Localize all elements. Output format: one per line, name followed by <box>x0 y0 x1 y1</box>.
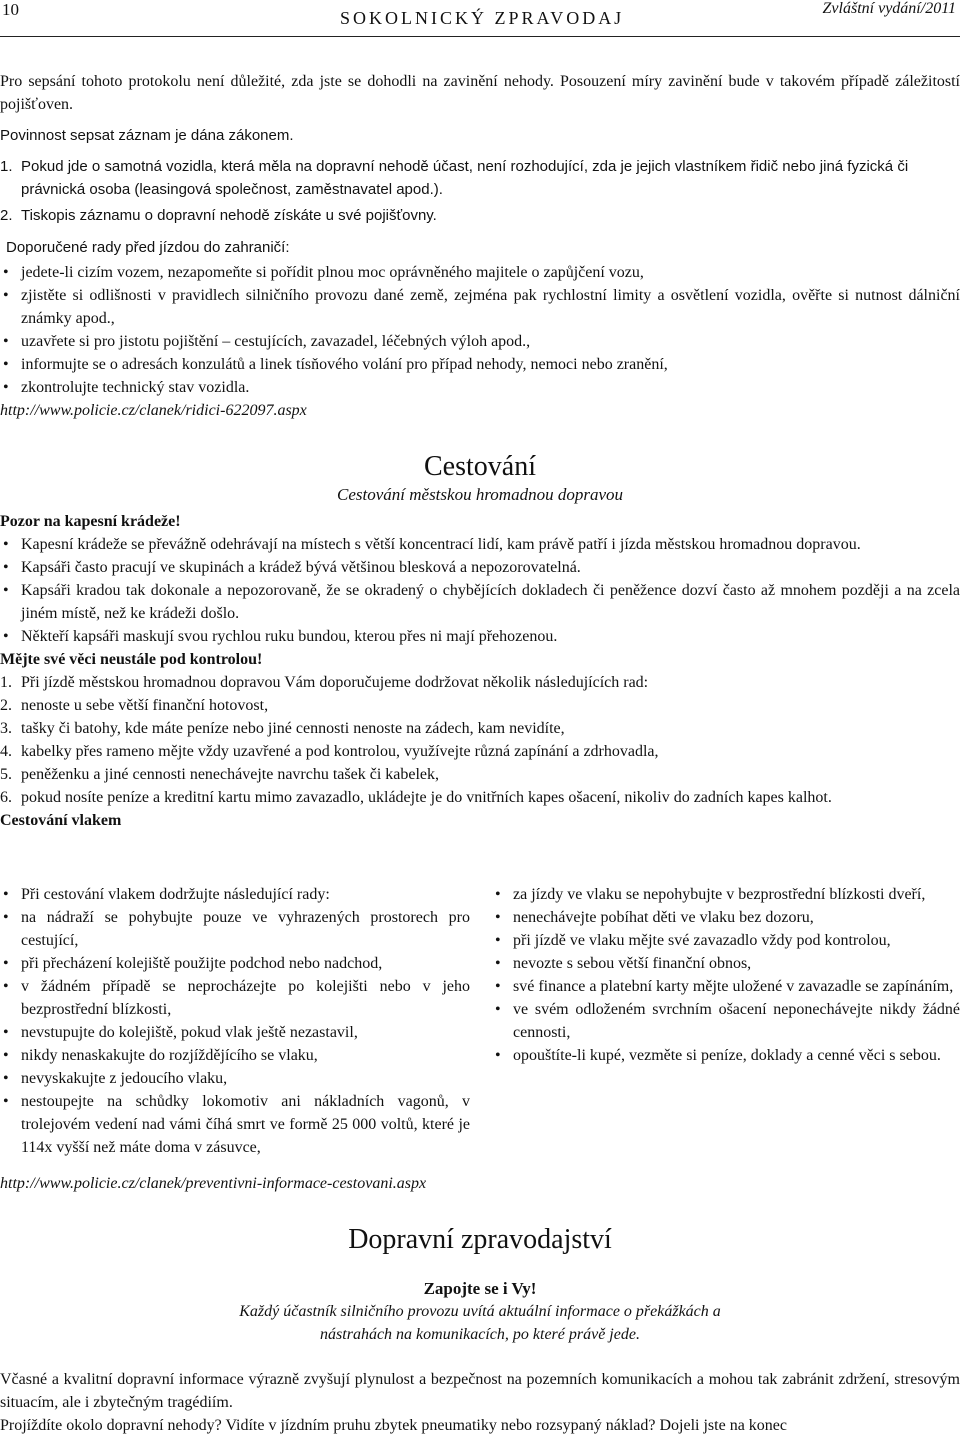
list-item <box>0 694 960 717</box>
list-item: • jedete-li cizím vozem, nezapomeňte si pořídit plnou moc oprávněného majitele o zapůjčení vozu, <box>0 261 960 284</box>
list-item: • Kapsáři často pracují ve skupinách a krádež bývá většinou blesková a nepozorovatelná. <box>0 556 960 579</box>
list-item: • nestoupejte na schůdky lokomotiv ani nákladních vagonů, v trolejovém vedení nad vámi číhá smrt ve formě 25 000 voltů, které je 114x vyšší než máte doma v zásuvce, <box>0 1090 470 1159</box>
control-heading: Mějte své věci neustále pod kontrolou! <box>0 651 263 668</box>
body-paragraph: Projíždíte okolo dopravní nehody? Vidíte v jízdním pruhu zbytek pneumatiky nebo rozsypaný náklad? Dojeli jste na konec <box>0 1417 787 1434</box>
list-item-text: Při jízdě městskou hromadnou dopravou Vám doporučujeme dodržovat několik následujících rad: <box>21 674 649 691</box>
advice-heading: Doporučené rady před jízdou do zahraničí: <box>6 239 290 256</box>
list-item: • Kapsáři kradou tak dokonale a nepozorovaně, že se okradený o chybějících dokladech či peněžence dozví často až mnohem později a na zcela jiném místě, než ke krádeži došlo. <box>0 579 960 625</box>
list-item-text: peněženku a jiné cennosti nenechávejte navrchu tašek či kabelek, <box>21 766 440 783</box>
list-item: • Někteří kapsáři maskují svou rychlou ruku bundou, kterou přes ni mají přehozenou. <box>0 625 960 648</box>
source-link[interactable]: http://www.policie.cz/clanek/ridici-622097.aspx <box>0 402 307 419</box>
join-heading: Zapojte se i Vy! <box>423 1279 537 1298</box>
list-item <box>0 740 960 763</box>
list-item: • za jízdy ve vlaku se nepohybujte v bezprostřední blízkosti dveří, <box>492 883 960 906</box>
list-item <box>0 671 960 694</box>
list-item: • nevstupujte do kolejiště, pokud vlak ještě nezastavil, <box>0 1021 470 1044</box>
travel-source <box>0 1172 960 1195</box>
section-travel <box>0 450 960 832</box>
magazine-title: SOKOLNICKÝ ZPRAVODAJ <box>340 8 625 28</box>
list-item-text: nenoste u sebe větší finanční hotovost, <box>21 697 269 714</box>
list-item: • ve svém odloženém svrchním ošacení neponechávejte nikdy žádné cennosti, <box>492 998 960 1044</box>
list-item-text: kabelky přes rameno mějte vždy uzavřené a pod kontrolou, využívejte různá zapínání a zdrhovadla, <box>21 743 659 760</box>
intro-paragraph: Pro sepsání tohoto protokolu není důležité, zda jste se dohodli na zavinění nehody. Posouzení míry zavinění bude v takovém případě záležitostí pojišťoven. <box>0 73 960 113</box>
source-link[interactable]: http://www.policie.cz/clanek/preventivni-informace-cestovani.aspx <box>0 1175 427 1192</box>
list-item: • na nádraží se pohybujte pouze ve vyhrazených prostorech pro cestující, <box>0 906 470 952</box>
train-right-column <box>492 883 960 1067</box>
list-item <box>0 786 960 809</box>
section-accident-protocol <box>0 70 960 422</box>
list-item: • nevozte s sebou větší finanční obnos, <box>492 952 960 975</box>
train-right-list <box>492 883 960 1067</box>
list-item: • nevyskakujte z jedoucího vlaku, <box>0 1067 470 1090</box>
edition-label: Zvláštní vydání/2011 <box>822 0 956 17</box>
duty-heading: Povinnost sepsat záznam je dána zákonem. <box>0 127 294 144</box>
list-item-number: 5. <box>0 766 12 783</box>
body-paragraph: Včasné a kvalitní dopravní informace výrazně zvyšují plynulost a bezpečnost na pozemních komunikacích a mohou tak zabránit zdržení, stresovým situacím, ale i zbytečným tragédiím. <box>0 1371 960 1411</box>
duty-point-text: Pokud jde o samotná vozidla, která měla na dopravní nehodě účast, není rozhodující, zda je jejich vlastníkem řidič nebo jiná fyzická či právnická osoba (leasingová společnost, zaměstnavatel apod.). <box>21 158 909 198</box>
list-item-number: 1. <box>0 674 12 691</box>
list-item: • v žádném případě se neprocházejte po kolejišti nebo v jeho bezprostřední blízkosti, <box>0 975 470 1021</box>
duty-point-number: 2. <box>0 207 13 224</box>
section-title-traffic-news: Dopravní zpravodajství <box>348 1224 612 1255</box>
lead-paragraph: Každý účastník silničního provozu uvítá aktuální informace o překážkách a nástrahách na komunikacích, po které právě jede. <box>239 1303 721 1343</box>
list-item-text: tašky či batohy, kde máte peníze nebo jiné cennosti nenoste na zádech, kam nevidíte, <box>21 720 565 737</box>
list-item-number: 6. <box>0 789 12 806</box>
train-columns <box>0 883 960 1173</box>
train-left-column <box>0 883 470 1159</box>
list-item <box>0 763 960 786</box>
duty-point-text: Tiskopis záznamu o dopravní nehodě získáte u své pojišťovny. <box>21 207 437 224</box>
list-item: • své finance a platební karty mějte uložené v zavazadle se zapínáním, <box>492 975 960 998</box>
list-item: • informujte se o adresách konzulátů a linek tísňového volání pro případ nehody, nemoci nebo zranění, <box>0 353 960 376</box>
pickpocket-heading: Pozor na kapesní krádeže! <box>0 513 181 530</box>
section-subtitle-travel: Cestování městskou hromadnou dopravou <box>337 485 623 504</box>
list-item-number: 2. <box>0 697 12 714</box>
train-heading: Cestování vlakem <box>0 812 122 829</box>
page-number: 10 <box>2 0 19 19</box>
duty-point <box>0 204 960 227</box>
list-item: • zkontrolujte technický stav vozidla. <box>0 376 960 399</box>
advice-list <box>0 261 960 399</box>
list-item: • nenechávejte pobíhat děti ve vlaku bez dozoru, <box>492 906 960 929</box>
list-item: • Kapesní krádeže se převážně odehrávají na místech s větší koncentrací lidí, kam právě patří i jízda městskou hromadnou dopravou. <box>0 533 960 556</box>
train-left-list <box>0 883 470 1159</box>
list-item: • nikdy nenaskakujte do rozjíždějícího se vlaku, <box>0 1044 470 1067</box>
list-item-text: pokud nosíte peníze a kreditní kartu mimo zavazadlo, ukládejte je do vnitřních kapes ošacení, nikoliv do zadních kapes kalhot. <box>21 789 832 806</box>
list-item: • Při cestování vlakem dodržujte následující rady: <box>0 883 470 906</box>
list-item: • uzavřete si pro jistotu pojištění – cestujících, zavazadel, léčebných výloh apod., <box>0 330 960 353</box>
list-item: • při přecházení kolejiště použijte podchod nebo nadchod, <box>0 952 470 975</box>
list-item-number: 3. <box>0 720 12 737</box>
list-item-number: 4. <box>0 743 12 760</box>
duty-point-number: 1. <box>0 158 13 175</box>
pickpocket-list <box>0 533 960 648</box>
section-title-travel: Cestování <box>424 451 536 482</box>
list-item: • zjistěte si odlišnosti v pravidlech silničního provozu dané země, zejména pak rychlostní limity a osvětlení vozidla, ověřte si nutnost dálniční známky apod., <box>0 284 960 330</box>
header-rule <box>0 36 960 37</box>
list-item: • při jízdě ve vlaku mějte své zavazadlo vždy pod kontrolou, <box>492 929 960 952</box>
section-traffic-news <box>0 1223 960 1437</box>
list-item <box>0 717 960 740</box>
duty-point <box>0 155 960 201</box>
list-item: • opouštíte-li kupé, vezměte si peníze, doklady a cenné věci s sebou. <box>492 1044 960 1067</box>
duty-points <box>0 155 960 227</box>
control-list <box>0 671 960 809</box>
